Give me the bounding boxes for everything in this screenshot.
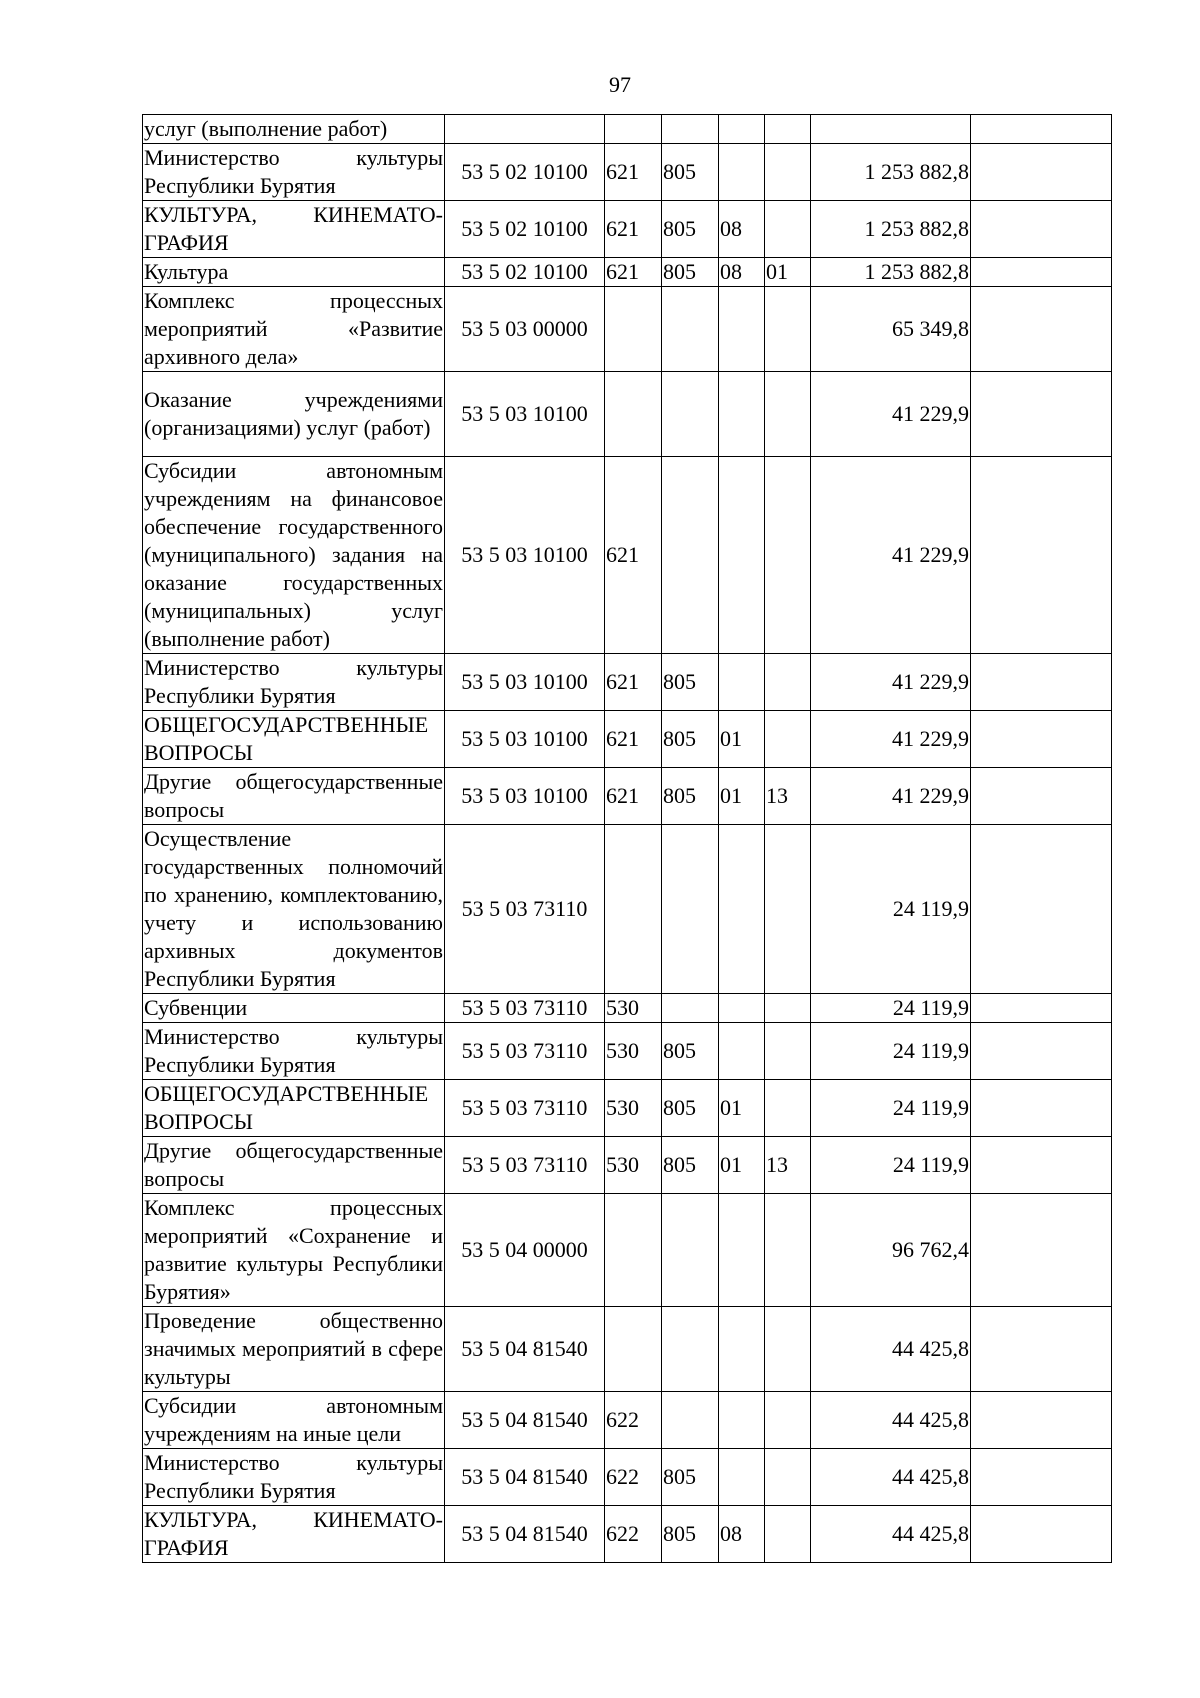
administrator-code xyxy=(662,287,719,372)
table-row xyxy=(143,372,1112,457)
amount: 24 119,9 xyxy=(811,994,971,1023)
expense-type-code: 621 xyxy=(605,654,662,711)
expense-type-code xyxy=(605,115,662,144)
item-name: КУЛЬТУРА, КИНЕМАТО-ГРАФИЯ xyxy=(143,1506,445,1563)
item-name: Субсидии автономным учреждениям на финансовое обеспечение государственного (муниципального) задания на оказание государственных (муниципальных) услуг (выполнение работ) xyxy=(143,457,445,654)
table-row xyxy=(143,654,1112,711)
table-row xyxy=(143,1307,1112,1392)
target-article-code: 53 5 03 10100 xyxy=(445,711,605,768)
target-article-code: 53 5 02 10100 xyxy=(445,144,605,201)
expense-type-code: 621 xyxy=(605,457,662,654)
administrator-code: 805 xyxy=(662,1023,719,1080)
target-article-code xyxy=(445,115,605,144)
table-row xyxy=(143,144,1112,201)
item-name: Другие общегосударственные вопросы xyxy=(143,768,445,825)
empty-cell xyxy=(971,457,1112,654)
empty-cell xyxy=(971,1080,1112,1137)
empty-cell xyxy=(971,201,1112,258)
administrator-code xyxy=(662,1392,719,1449)
target-article-code: 53 5 03 10100 xyxy=(445,654,605,711)
table-row xyxy=(143,994,1112,1023)
expense-type-code xyxy=(605,287,662,372)
item-name: Оказание учреждениями (организациями) услуг (работ) xyxy=(143,372,445,457)
amount: 1 253 882,8 xyxy=(811,201,971,258)
subsection-code xyxy=(765,1392,811,1449)
subsection-code xyxy=(765,1449,811,1506)
amount xyxy=(811,115,971,144)
subsection-code xyxy=(765,711,811,768)
section-code xyxy=(719,1194,765,1307)
page-number: 97 xyxy=(609,72,631,97)
section-code xyxy=(719,287,765,372)
target-article-code: 53 5 03 73110 xyxy=(445,825,605,994)
section-code: 01 xyxy=(719,1137,765,1194)
empty-cell xyxy=(971,1506,1112,1563)
target-article-code: 53 5 03 73110 xyxy=(445,994,605,1023)
amount: 44 425,8 xyxy=(811,1449,971,1506)
table-row xyxy=(143,1506,1112,1563)
amount: 41 229,9 xyxy=(811,654,971,711)
administrator-code: 805 xyxy=(662,1449,719,1506)
amount: 44 425,8 xyxy=(811,1392,971,1449)
subsection-code xyxy=(765,287,811,372)
section-code xyxy=(719,1307,765,1392)
item-name: Министерство культуры Республики Бурятия xyxy=(143,144,445,201)
subsection-code xyxy=(765,994,811,1023)
administrator-code xyxy=(662,1194,719,1307)
item-name: КУЛЬТУРА, КИНЕМАТО-ГРАФИЯ xyxy=(143,201,445,258)
section-code xyxy=(719,115,765,144)
target-article-code: 53 5 04 81540 xyxy=(445,1307,605,1392)
subsection-code: 13 xyxy=(765,1137,811,1194)
table-row xyxy=(143,825,1112,994)
expense-type-code: 621 xyxy=(605,768,662,825)
administrator-code: 805 xyxy=(662,654,719,711)
expense-type-code xyxy=(605,825,662,994)
empty-cell xyxy=(971,711,1112,768)
section-code: 08 xyxy=(719,1506,765,1563)
table-row xyxy=(143,1080,1112,1137)
amount: 24 119,9 xyxy=(811,825,971,994)
administrator-code: 805 xyxy=(662,144,719,201)
empty-cell xyxy=(971,768,1112,825)
section-code: 08 xyxy=(719,258,765,287)
subsection-code xyxy=(765,144,811,201)
amount: 41 229,9 xyxy=(811,457,971,654)
target-article-code: 53 5 04 81540 xyxy=(445,1449,605,1506)
section-code: 01 xyxy=(719,768,765,825)
section-code: 01 xyxy=(719,1080,765,1137)
administrator-code xyxy=(662,372,719,457)
expense-type-code: 622 xyxy=(605,1449,662,1506)
table-row xyxy=(143,1194,1112,1307)
item-name: Министерство культуры Республики Бурятия xyxy=(143,654,445,711)
table-row xyxy=(143,1023,1112,1080)
empty-cell xyxy=(971,372,1112,457)
section-code: 01 xyxy=(719,711,765,768)
administrator-code: 805 xyxy=(662,1506,719,1563)
subsection-code xyxy=(765,457,811,654)
amount: 1 253 882,8 xyxy=(811,144,971,201)
empty-cell xyxy=(971,1449,1112,1506)
item-name: Культура xyxy=(143,258,445,287)
expense-type-code: 621 xyxy=(605,711,662,768)
section-code xyxy=(719,825,765,994)
expense-type-code xyxy=(605,1194,662,1307)
subsection-code xyxy=(765,1194,811,1307)
budget-table xyxy=(142,114,1112,1563)
table-row xyxy=(143,1449,1112,1506)
empty-cell xyxy=(971,994,1112,1023)
item-name: ОБЩЕГОСУДАРСТВЕННЫЕ ВОПРОСЫ xyxy=(143,1080,445,1137)
amount: 44 425,8 xyxy=(811,1506,971,1563)
empty-cell xyxy=(971,654,1112,711)
subsection-code xyxy=(765,1080,811,1137)
item-name: Субсидии автономным учреждениям на иные цели xyxy=(143,1392,445,1449)
empty-cell xyxy=(971,258,1112,287)
expense-type-code xyxy=(605,1307,662,1392)
expense-type-code: 621 xyxy=(605,258,662,287)
empty-cell xyxy=(971,144,1112,201)
section-code xyxy=(719,1449,765,1506)
administrator-code: 805 xyxy=(662,258,719,287)
target-article-code: 53 5 02 10100 xyxy=(445,258,605,287)
item-name: ОБЩЕГОСУДАРСТВЕННЫЕ ВОПРОСЫ xyxy=(143,711,445,768)
target-article-code: 53 5 03 10100 xyxy=(445,457,605,654)
subsection-code xyxy=(765,1023,811,1080)
amount: 24 119,9 xyxy=(811,1137,971,1194)
item-name: Проведение общественно значимых мероприятий в сфере культуры xyxy=(143,1307,445,1392)
item-name: Комплекс процессных мероприятий «Сохранение и развитие культуры Республики Бурятия» xyxy=(143,1194,445,1307)
amount: 1 253 882,8 xyxy=(811,258,971,287)
administrator-code xyxy=(662,1307,719,1392)
table-row xyxy=(143,115,1112,144)
empty-cell xyxy=(971,1194,1112,1307)
subsection-code xyxy=(765,825,811,994)
item-name: Комплекс процессных мероприятий «Развитие архивного дела» xyxy=(143,287,445,372)
amount: 41 229,9 xyxy=(811,768,971,825)
section-code xyxy=(719,457,765,654)
expense-type-code: 530 xyxy=(605,1137,662,1194)
amount: 96 762,4 xyxy=(811,1194,971,1307)
subsection-code xyxy=(765,115,811,144)
table-row xyxy=(143,768,1112,825)
empty-cell xyxy=(971,1023,1112,1080)
section-code xyxy=(719,994,765,1023)
table-row xyxy=(143,258,1112,287)
expense-type-code: 622 xyxy=(605,1392,662,1449)
empty-cell xyxy=(971,1307,1112,1392)
subsection-code xyxy=(765,654,811,711)
item-name: Осуществление государственных полномочий по хранению, комплектованию, учету и использованию архивных документов Республики Бурятия xyxy=(143,825,445,994)
expense-type-code: 621 xyxy=(605,144,662,201)
section-code: 08 xyxy=(719,201,765,258)
empty-cell xyxy=(971,1137,1112,1194)
item-name: Министерство культуры Республики Бурятия xyxy=(143,1449,445,1506)
target-article-code: 53 5 03 73110 xyxy=(445,1137,605,1194)
table-row xyxy=(143,287,1112,372)
target-article-code: 53 5 04 00000 xyxy=(445,1194,605,1307)
section-code xyxy=(719,372,765,457)
amount: 65 349,8 xyxy=(811,287,971,372)
empty-cell xyxy=(971,1392,1112,1449)
subsection-code xyxy=(765,1506,811,1563)
target-article-code: 53 5 02 10100 xyxy=(445,201,605,258)
target-article-code: 53 5 03 10100 xyxy=(445,768,605,825)
expense-type-code: 621 xyxy=(605,201,662,258)
subsection-code xyxy=(765,1307,811,1392)
amount: 44 425,8 xyxy=(811,1307,971,1392)
expense-type-code: 530 xyxy=(605,1080,662,1137)
item-name: услуг (выполнение работ) xyxy=(143,115,445,144)
subsection-code xyxy=(765,372,811,457)
expense-type-code: 530 xyxy=(605,1023,662,1080)
administrator-code: 805 xyxy=(662,1080,719,1137)
expense-type-code: 622 xyxy=(605,1506,662,1563)
subsection-code xyxy=(765,201,811,258)
amount: 24 119,9 xyxy=(811,1080,971,1137)
administrator-code: 805 xyxy=(662,768,719,825)
amount: 41 229,9 xyxy=(811,372,971,457)
target-article-code: 53 5 04 81540 xyxy=(445,1506,605,1563)
table-row xyxy=(143,1137,1112,1194)
table-row xyxy=(143,457,1112,654)
administrator-code: 805 xyxy=(662,1137,719,1194)
amount: 24 119,9 xyxy=(811,1023,971,1080)
table-row xyxy=(143,1392,1112,1449)
administrator-code xyxy=(662,457,719,654)
target-article-code: 53 5 03 10100 xyxy=(445,372,605,457)
table-row xyxy=(143,711,1112,768)
empty-cell xyxy=(971,287,1112,372)
administrator-code xyxy=(662,825,719,994)
section-code xyxy=(719,1023,765,1080)
expense-type-code: 530 xyxy=(605,994,662,1023)
expense-type-code xyxy=(605,372,662,457)
item-name: Субвенции xyxy=(143,994,445,1023)
administrator-code: 805 xyxy=(662,711,719,768)
target-article-code: 53 5 03 73110 xyxy=(445,1023,605,1080)
section-code xyxy=(719,1392,765,1449)
section-code xyxy=(719,654,765,711)
section-code xyxy=(719,144,765,201)
administrator-code xyxy=(662,994,719,1023)
target-article-code: 53 5 03 00000 xyxy=(445,287,605,372)
subsection-code: 13 xyxy=(765,768,811,825)
target-article-code: 53 5 03 73110 xyxy=(445,1080,605,1137)
subsection-code: 01 xyxy=(765,258,811,287)
administrator-code xyxy=(662,115,719,144)
table-row xyxy=(143,201,1112,258)
empty-cell xyxy=(971,825,1112,994)
amount: 41 229,9 xyxy=(811,711,971,768)
item-name: Другие общегосударственные вопросы xyxy=(143,1137,445,1194)
item-name: Министерство культуры Республики Бурятия xyxy=(143,1023,445,1080)
empty-cell xyxy=(971,115,1112,144)
administrator-code: 805 xyxy=(662,201,719,258)
target-article-code: 53 5 04 81540 xyxy=(445,1392,605,1449)
